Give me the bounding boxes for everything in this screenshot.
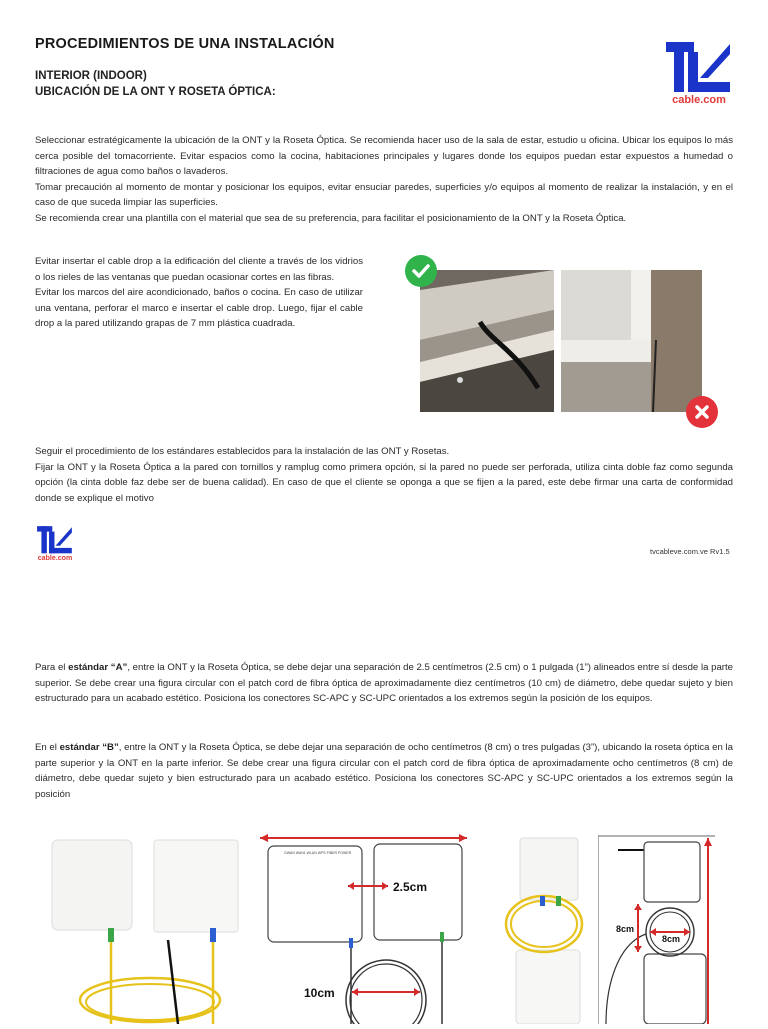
procedure-p2: Fijar la ONT y la Roseta Óptica a la pared con tornillos y ramplug como primera opción, si la pared no puede ser perforada, utiliza cinta doble faz como segunda opción (la cinta doble faz debe ser de buena calidad). En caso de que el cliente se oponga a que se fijen a la pared, este debe firmar una carta de conformidad donde se explique el motivo xyxy=(35,461,733,504)
section-subtitle-location: UBICACIÓN DE LA ONT Y ROSETA ÓPTICA: xyxy=(35,86,276,98)
standard-a-paragraph xyxy=(35,660,733,707)
standard-b-prefix: En el xyxy=(35,742,60,753)
standard-a-text: , entre la ONT y la Roseta Óptica, se debe dejar una separación de 2.5 centímetros (2.5 cm) o 1 pulgada (1”) alineados entre sí desde la parte superior. Se debe crear una figura circular con el patch cord de fibra óptica de aproximadamente diez centímetros (10 cm) de diámetro, debe quedar sujeto y bien estructurado para un acabado estético. Posiciona los conectores SC-APC y SC-UPC orientados a los extremos según la posición de los equipos. xyxy=(35,662,733,705)
standard-b-text: , entre la ONT y la Roseta Óptica, se debe dejar una separación de ocho centímetros (8 cm) o tres pulgadas (3”), ubicando la roseta óptica en la parte superior y la ONT en la parte inferior. Se debe crear una figura circular con el patch cord de fibra óptica de aproximadamente ocho centímetros (8 cm) de diámetro, debe quedar sujeto y bien estructurado para un acabado estético. Posiciona los conectores SC-APC y SC-UPC orientados a los extremos según la posición xyxy=(35,742,733,800)
check-icon xyxy=(405,255,437,287)
standard-a-diagram xyxy=(256,832,471,1024)
intro-p2: Tomar precaución al momento de montar y posicionar los equipos, evitar ensuciar paredes, superficies y/o equipos al momento de realizar la instalación, y en el caso de que suceda limpiar las superficies. xyxy=(35,181,733,209)
procedure-p1: Seguir el procedimiento de los estándares establecidos para la instalación de las ONT y Rosetas. xyxy=(35,446,450,457)
intro-p1: Seleccionar estratégicamente la ubicación de la ONT y la Roseta Óptica. Se recomienda hacer uso de la sala de estar, estudio u oficina. Ubicar los equipos lo más cerca posible del tomacorriente. Evitar espacios como la cocina, habitaciones principales y lugares donde los equipos puedan estar expuestos a humedad o filtraciones de agua como baños o lavaderos. xyxy=(35,135,733,178)
intro-paragraph xyxy=(35,133,733,227)
loop-a-label: 10cm xyxy=(304,986,335,1000)
close-icon xyxy=(686,396,718,428)
drop-p1: Evitar insertar el cable drop a la edificación del cliente a través de los vidrios o los rieles de las ventanas que puedan ocasionar cortes en las fibras. xyxy=(35,256,363,283)
tvcable-logo xyxy=(664,38,734,108)
logo-text: cable.com xyxy=(672,94,726,106)
gap-a-label: 2.5cm xyxy=(393,880,428,894)
tvcable-logo-small xyxy=(36,524,74,562)
standard-a-prefix: Para el xyxy=(35,662,69,673)
section-subtitle-indoor: INTERIOR (INDOOR) xyxy=(35,70,147,82)
logo-small-text: cable.com xyxy=(37,554,73,562)
gap-b-label: 8cm xyxy=(616,924,635,934)
standard-b-label: estándar “B” xyxy=(59,742,119,753)
standard-b-photo xyxy=(496,832,592,1024)
procedure-paragraph xyxy=(35,444,733,506)
standard-a-label: estándar “A” xyxy=(68,662,128,673)
footer-reference: tvcableve.com.ve Rv1.5 xyxy=(650,547,730,556)
loop-b-label: 8cm xyxy=(662,934,681,944)
incorrect-window-photo xyxy=(561,270,702,412)
standard-a-photo xyxy=(40,830,245,1024)
standard-b-diagram xyxy=(598,834,718,1024)
page-title: PROCEDIMIENTOS DE UNA INSTALACIÓN xyxy=(35,36,335,52)
ont-ports-label: GWAN WAN1 WLAN WPS FIBER POWER xyxy=(284,851,352,855)
drop-cable-paragraph xyxy=(35,254,363,332)
drop-p2: Evitar los marcos del aire acondicionado, baños o cocina. En caso de utilizar una ventana, perforar el marco e insertar el cable drop. Luego, fijar el cable drop a la pared utilizando grapas de 7 mm plástica cuadrada. xyxy=(35,287,363,330)
standard-b-paragraph xyxy=(35,740,733,802)
intro-p3: Se recomienda crear una plantilla con el material que sea de su preferencia, para facilitar el posicionamiento de la ONT y la Roseta Óptica. xyxy=(35,212,627,224)
correct-window-photo xyxy=(420,270,554,412)
